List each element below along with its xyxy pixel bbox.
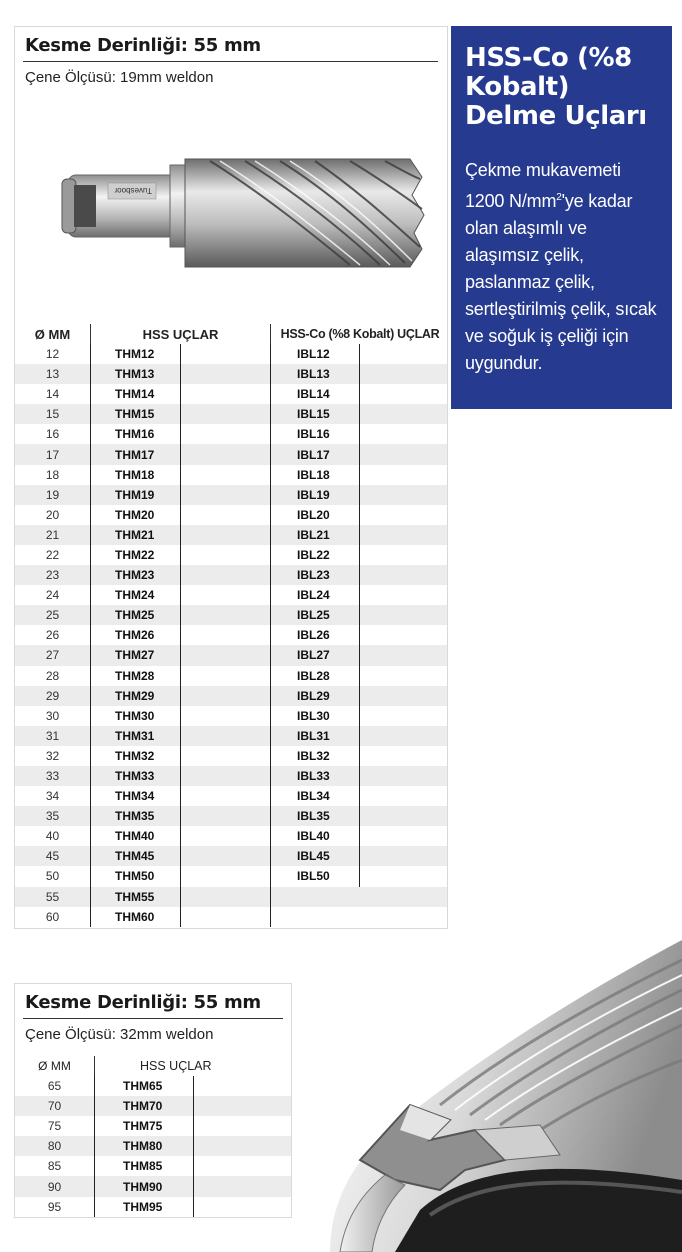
cell-hss-code: THM45 xyxy=(91,846,271,866)
cell-diameter: 65 xyxy=(15,1076,95,1096)
cell-hss-code: THM23 xyxy=(91,565,271,585)
cell-diameter: 40 xyxy=(15,826,91,846)
cell-diameter: 33 xyxy=(15,766,91,786)
cell-hss-code: THM25 xyxy=(91,605,271,625)
cell-diameter: 14 xyxy=(15,384,91,404)
table-row xyxy=(15,666,447,686)
info-panel xyxy=(451,26,672,409)
cell-diameter: 19 xyxy=(15,485,91,505)
cell-hss-code: THM55 xyxy=(91,887,271,907)
table-row xyxy=(15,344,447,364)
cell-hssco-code: IBL12 xyxy=(271,344,447,364)
table-row xyxy=(15,565,447,585)
cell-diameter: 27 xyxy=(15,645,91,665)
cutting-depth-title-2: Kesme Derinliği: 55 mm xyxy=(25,992,261,1013)
cell-diameter: 35 xyxy=(15,806,91,826)
table-row xyxy=(15,605,447,625)
cell-hss-code: THM27 xyxy=(91,645,271,665)
cell-hssco-code: IBL50 xyxy=(271,866,447,886)
cell-hss-code: THM28 xyxy=(91,666,271,686)
table-row xyxy=(15,846,447,866)
cell-hssco-code: IBL27 xyxy=(271,645,447,665)
cell-hss-code: THM17 xyxy=(91,444,271,464)
cell-hssco-code: IBL23 xyxy=(271,565,447,585)
header-hssco: HSS-Co (%8 Kobalt) UÇLAR xyxy=(280,327,440,341)
shank-size-subtitle-2: Çene Ölçüsü: 32mm weldon xyxy=(25,1026,214,1043)
cell-hssco-code xyxy=(271,907,447,927)
cell-hss-code: THM18 xyxy=(91,465,271,485)
table-row xyxy=(15,766,447,786)
cell-hss-code: THM90 xyxy=(95,1176,291,1196)
cell-hss-code: THM40 xyxy=(91,826,271,846)
table-row xyxy=(15,444,447,464)
cell-diameter: 15 xyxy=(15,404,91,424)
cell-diameter: 28 xyxy=(15,666,91,686)
cell-hss-code: THM24 xyxy=(91,585,271,605)
cell-hssco-code: IBL25 xyxy=(271,605,447,625)
cell-diameter: 29 xyxy=(15,686,91,706)
cell-hss-code: THM29 xyxy=(91,686,271,706)
cell-hssco-code: IBL16 xyxy=(271,424,447,444)
table-row xyxy=(15,625,447,645)
cell-hssco-code: IBL17 xyxy=(271,444,447,464)
table-row xyxy=(15,887,447,907)
cell-diameter: 55 xyxy=(15,887,91,907)
cell-hssco-code: IBL33 xyxy=(271,766,447,786)
header-hss-2: HSS UÇLAR xyxy=(140,1059,212,1073)
table-row xyxy=(15,907,447,927)
cell-hssco-code: IBL14 xyxy=(271,384,447,404)
table-row xyxy=(15,1136,291,1156)
shank-engraving: Tuvesboor xyxy=(114,186,152,195)
cell-diameter: 70 xyxy=(15,1096,95,1116)
cell-diameter: 16 xyxy=(15,424,91,444)
cell-hss-code: THM85 xyxy=(95,1156,291,1176)
panel-description: Çekme mukavemeti 1200 $N/mm^2'ye$ kadar olan alaşımlı ve alaşımsız çelik, paslanmaz çelik, sertleştirilmiş çelik, sıcak ve soğuk iş çeliği için uygundur. xyxy=(465,160,657,373)
cell-hssco-code: IBL24 xyxy=(271,585,447,605)
cell-hss-code: THM22 xyxy=(91,545,271,565)
cell-diameter: 25 xyxy=(15,605,91,625)
cell-diameter: 75 xyxy=(15,1116,95,1136)
cell-diameter: 17 xyxy=(15,444,91,464)
table-row xyxy=(15,706,447,726)
cell-hssco-code: IBL45 xyxy=(271,846,447,866)
cell-hss-code: THM65 xyxy=(95,1076,291,1096)
cell-hssco-code: IBL22 xyxy=(271,545,447,565)
table-row xyxy=(15,485,447,505)
cell-diameter: 26 xyxy=(15,625,91,645)
cell-diameter: 24 xyxy=(15,585,91,605)
title-rule xyxy=(23,61,438,62)
cell-hss-code: THM16 xyxy=(91,424,271,444)
cell-hss-code: THM95 xyxy=(95,1197,291,1217)
title-rule-2 xyxy=(23,1018,283,1019)
cell-hss-code: THM75 xyxy=(95,1116,291,1136)
cell-diameter: 23 xyxy=(15,565,91,585)
cell-hssco-code: IBL30 xyxy=(271,706,447,726)
cell-diameter: 31 xyxy=(15,726,91,746)
cell-hss-code: THM20 xyxy=(91,505,271,525)
cell-hss-code: THM21 xyxy=(91,525,271,545)
cell-diameter: 20 xyxy=(15,505,91,525)
cell-hssco-code: IBL32 xyxy=(271,746,447,766)
cell-hssco-code xyxy=(271,887,447,907)
cell-hssco-code: IBL26 xyxy=(271,625,447,645)
cell-diameter: 18 xyxy=(15,465,91,485)
cell-diameter: 32 xyxy=(15,746,91,766)
product-table-card-19mm xyxy=(14,26,448,929)
table-row xyxy=(15,826,447,846)
table-row xyxy=(15,404,447,424)
cell-diameter: 13 xyxy=(15,364,91,384)
table-row xyxy=(15,1156,291,1176)
cell-hss-code: THM13 xyxy=(91,364,271,384)
cell-diameter: 22 xyxy=(15,545,91,565)
product-table-card-32mm xyxy=(14,983,292,1218)
cell-hss-code: THM60 xyxy=(91,907,271,927)
cell-hssco-code: IBL21 xyxy=(271,525,447,545)
cell-hssco-code: IBL20 xyxy=(271,505,447,525)
cell-diameter: 90 xyxy=(15,1176,95,1196)
cell-hss-code: THM35 xyxy=(91,806,271,826)
product-table-body xyxy=(15,344,447,927)
cell-hssco-code: IBL40 xyxy=(271,826,447,846)
cell-hss-code: THM33 xyxy=(91,766,271,786)
cell-hss-code: THM19 xyxy=(91,485,271,505)
cutter-closeup-image xyxy=(300,930,682,1252)
cell-diameter: 85 xyxy=(15,1156,95,1176)
table-row xyxy=(15,1116,291,1136)
table-row xyxy=(15,686,447,706)
cell-hssco-code: IBL13 xyxy=(271,364,447,384)
cell-hssco-code: IBL34 xyxy=(271,786,447,806)
cell-hssco-code: IBL15 xyxy=(271,404,447,424)
panel-title: HSS-Co (%8 Kobalt) Delme Uçları xyxy=(465,43,647,131)
annular-cutter-image xyxy=(50,137,430,277)
cell-diameter: 80 xyxy=(15,1136,95,1156)
table-row xyxy=(15,424,447,444)
table-header xyxy=(15,324,449,344)
header-hss: HSS UÇLAR xyxy=(91,324,271,344)
table-row xyxy=(15,1096,291,1116)
table-row xyxy=(15,786,447,806)
header-mm-2: Ø MM xyxy=(15,1056,95,1076)
cell-diameter: 34 xyxy=(15,786,91,806)
cell-hssco-code: IBL28 xyxy=(271,666,447,686)
table-row xyxy=(15,505,447,525)
cell-hssco-code: IBL35 xyxy=(271,806,447,826)
table-row xyxy=(15,1076,291,1096)
cell-hss-code: THM80 xyxy=(95,1136,291,1156)
table-row xyxy=(15,364,447,384)
table-row xyxy=(15,645,447,665)
table-row xyxy=(15,384,447,404)
cell-diameter: 60 xyxy=(15,907,91,927)
cell-hss-code: THM15 xyxy=(91,404,271,424)
cell-hss-code: THM12 xyxy=(91,344,271,364)
table-row xyxy=(15,866,447,886)
cell-hss-code: THM34 xyxy=(91,786,271,806)
table-row xyxy=(15,806,447,826)
cell-diameter: 95 xyxy=(15,1197,95,1217)
table-row xyxy=(15,1176,291,1196)
header-mm: Ø MM xyxy=(15,324,91,344)
cell-hssco-code: IBL18 xyxy=(271,465,447,485)
shank-size-subtitle: Çene Ölçüsü: 19mm weldon xyxy=(25,69,214,86)
table-row xyxy=(15,545,447,565)
cell-diameter: 30 xyxy=(15,706,91,726)
table-header-2 xyxy=(15,1056,291,1076)
cell-hss-code: THM50 xyxy=(91,866,271,886)
product-table-body-2 xyxy=(15,1076,291,1217)
table-row xyxy=(15,726,447,746)
cell-diameter: 50 xyxy=(15,866,91,886)
cell-hssco-code: IBL29 xyxy=(271,686,447,706)
cell-hss-code: THM26 xyxy=(91,625,271,645)
table-row xyxy=(15,746,447,766)
cell-hss-code: THM30 xyxy=(91,706,271,726)
cell-diameter: 45 xyxy=(15,846,91,866)
cell-hssco-code: IBL31 xyxy=(271,726,447,746)
cell-hssco-code: IBL19 xyxy=(271,485,447,505)
table-row xyxy=(15,1197,291,1217)
cell-hss-code: THM70 xyxy=(95,1096,291,1116)
cell-diameter: 21 xyxy=(15,525,91,545)
table-row xyxy=(15,525,447,545)
cutting-depth-title: Kesme Derinliği: 55 mm xyxy=(25,35,261,56)
cell-hss-code: THM31 xyxy=(91,726,271,746)
cell-hss-code: THM14 xyxy=(91,384,271,404)
cell-diameter: 12 xyxy=(15,344,91,364)
table-row xyxy=(15,465,447,485)
table-row xyxy=(15,585,447,605)
cell-hss-code: THM32 xyxy=(91,746,271,766)
